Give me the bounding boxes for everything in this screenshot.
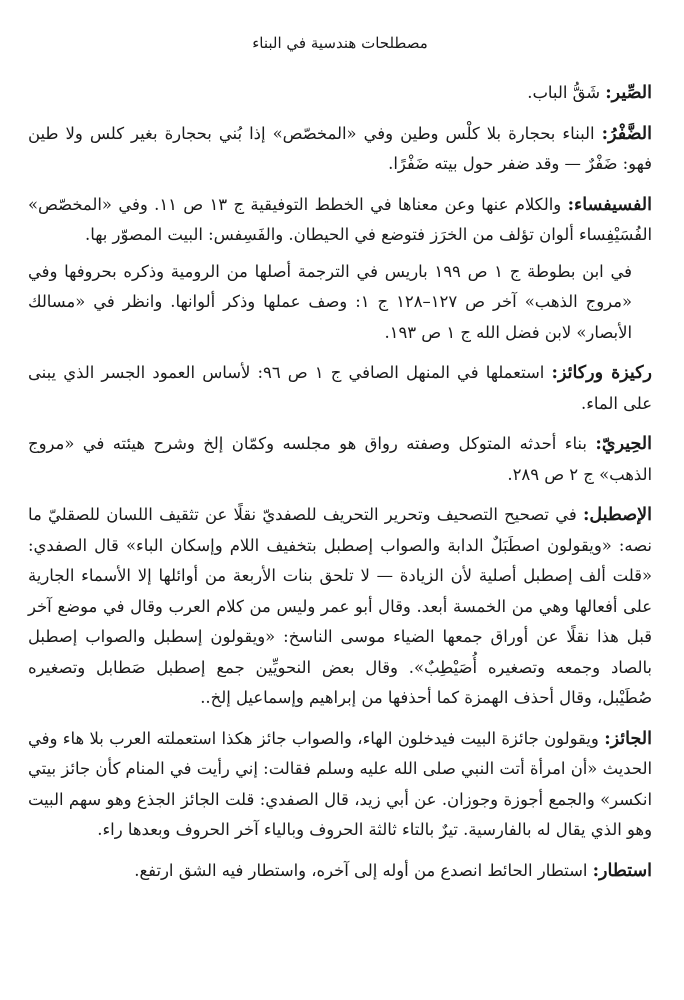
entry-jaiz: [28, 724, 652, 846]
entry-rakiza: [28, 358, 652, 419]
entry-term: الإصطبل:: [582, 505, 652, 525]
entry-term: الفسيفساء:: [567, 194, 653, 215]
entry-term: الحِيريّ:: [595, 434, 652, 454]
entry-term: استطار:: [592, 860, 652, 881]
entry-text: استطار الحائط انصدع من أوله إلى آخره، واستطار فيه الشق ارتفع.: [134, 860, 588, 880]
entry-term: ركيزة وركائز:: [551, 363, 652, 383]
running-title: مصطلحات هندسية في البناء: [252, 34, 428, 52]
entry-istabl: [28, 500, 652, 714]
entry-istatar: [28, 856, 652, 887]
entry-hiri: [28, 429, 652, 490]
entry-dafr: [28, 119, 652, 180]
entry-sir: [28, 78, 652, 109]
entry-text: بناء أحدثه المتوكل وصفته رواق هو مجلسه وكمّان إلخ وشرح هيئته في «مروج الذهب» ج ٢ ص ٢٨٩.: [28, 434, 652, 484]
entry-text: في تصحيح التصحيف وتحرير التحريف للصفديّ نقلًا عن تثقيف اللسان للصقليّ ما نصه: «ويقولون اصطَبَلٌ الدابة والصواب إصطبل بتخفيف اللام وإسكان الباء» قال الصفدي: «قلت ألف إصطبل أصلية لأن الزيادة — لا تلحق بنات الأربعة من أوائلها إلا الأسماء الجارية على أفعالها وهي من الخمسة أبعد. وقال أبو عمر وليس من كلام العرب وقال في موضع آخر قبل هذا نقلًا عن أوراق جمعها الضياء موسى الناسخ: «ويقولون إسطبل والصواب إصطبل بالصاد وجمعه وتصغيره أُصَيْطِبٌ». وقال بعض النحويِّين جمع إصطبل صَطابل وتصغيره صُطَيْبل، وقال أحذف الهمزة كما أحذفها من إبراهيم وإسماعيل إلخ..: [28, 505, 652, 707]
entry-subparagraph: في ابن بطوطة ج ١ ص ١٩٩ باريس في الترجمة أصلها من الرومية وذكره بحروفها وفي «مروج الذهب» آخر ص ١٢٧–١٢٨ ج ١: وصف عملها وذكر ألوانها. وانظر في «مسالك الأبصار» لابن فضل الله ج ١ ص ١٩٣.: [28, 261, 632, 342]
entry-text: استعملها في المنهل الصافي ج ١ ص ٩٦: لأساس العمود الجسر الذي يبنى على الماء.: [28, 363, 652, 413]
entry-text: شَقُّ الباب.: [527, 83, 600, 102]
entry-text: ويقولون جائزة البيت فيدخلون الهاء، والصواب جائز هكذا استعملته العرب بلا هاء وفي الحديث «أن امرأة أتت النبي صلى الله عليه وسلم فقالت: إني رأيت في المنام كأن جائز بيتي انكسر» والجمع أجوزة وجوزان. عن أبي زيد، قال الصفدي: قلت الجائز الجذع وهو سهم البيت وهو الذي يقال له بالفارسية. تيرٌ بالتاء ثالثة الحروف وبالياء آخر الحروف وبعدها راء.: [28, 728, 652, 839]
entry-term: الضَّفْرُ:: [601, 123, 652, 144]
entry-term: الجائز:: [604, 728, 652, 749]
entry-term: الصِّير:: [605, 83, 652, 103]
entry-text: والكلام عنها وعن معناها في الخطط التوفيقية ج ١٣ ص ١١. وفي «المخصّص» الفُسَيْفِساء ألوان تؤلف من الخرَز فتوضع في الحيطان. والفَسِفس: البيت المصوّر بها.: [28, 194, 652, 244]
entry-text: البناء بحجارة بلا كلْس وطين وفي «المخصّص» إذا بُني بحجارة بغير كلس ولا طين فهو: ضَفْرٌ — وقد ضفر حول بيته ضَفْرًا.: [28, 123, 652, 173]
entry-fusayfisa: [28, 190, 652, 349]
